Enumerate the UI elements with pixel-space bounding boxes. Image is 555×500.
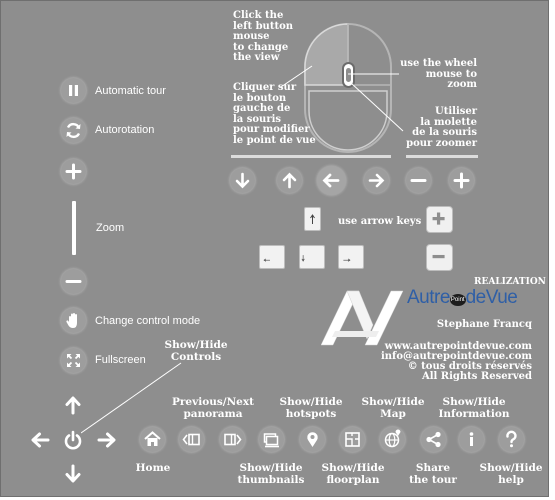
show-hide-controls-caption: Show/Hide Controls bbox=[164, 339, 228, 363]
arrow-left-icon[interactable] bbox=[317, 166, 346, 195]
prev-next-panorama-caption: Previous/Next panorama bbox=[172, 396, 254, 420]
previous-panorama-icon[interactable] bbox=[179, 427, 204, 452]
show-hide-map-caption: Show/Hide Map bbox=[361, 396, 425, 420]
key-right-icon bbox=[338, 245, 364, 269]
zoom-out-icon[interactable] bbox=[406, 168, 431, 193]
power-icon[interactable] bbox=[62, 429, 84, 451]
autorotation-icon[interactable] bbox=[61, 118, 86, 143]
logo-word-point: Point bbox=[450, 294, 466, 306]
nav-arrow-down-icon[interactable] bbox=[62, 463, 84, 485]
automatic-tour-label: Automatic tour bbox=[95, 85, 166, 97]
use-arrow-keys-label: use arrow keys bbox=[338, 216, 422, 227]
key-left-icon bbox=[259, 245, 285, 269]
arrow-down-icon[interactable] bbox=[230, 168, 255, 193]
divider-left bbox=[231, 155, 391, 158]
key-up-icon bbox=[304, 207, 321, 231]
share-icon[interactable] bbox=[421, 427, 446, 452]
zoom-slider[interactable] bbox=[72, 201, 76, 255]
change-control-mode-label: Change control mode bbox=[95, 315, 201, 327]
wheel-help-fr: Utiliser la molette de la souris pour zoomer bbox=[406, 106, 477, 149]
key-plus-icon bbox=[426, 206, 453, 233]
author-name: Stephane Francq bbox=[436, 319, 532, 330]
left-button-help-en: Click the left button mouse to change the view bbox=[233, 10, 294, 63]
next-panorama-icon[interactable] bbox=[220, 427, 245, 452]
floorplan-icon[interactable] bbox=[340, 427, 365, 452]
rights-text: All Rights Reserved bbox=[421, 371, 532, 382]
zoom-label: Zoom bbox=[96, 222, 125, 234]
key-down-icon bbox=[299, 245, 325, 269]
nav-arrow-right-icon[interactable] bbox=[96, 429, 118, 451]
zoom-in-button-icon[interactable] bbox=[61, 159, 86, 184]
help-icon[interactable] bbox=[499, 427, 524, 452]
website-link[interactable]: www.autrepointdevue.com bbox=[384, 341, 532, 352]
info-icon[interactable] bbox=[459, 427, 484, 452]
share-the-tour-caption: Share the tour bbox=[409, 462, 457, 486]
pause-icon[interactable] bbox=[61, 78, 86, 103]
show-hide-hotspots-caption: Show/Hide hotspots bbox=[279, 396, 343, 420]
show-hide-help-caption: Show/Hide help bbox=[479, 462, 543, 486]
show-hide-thumbnails-caption: Show/Hide thumbnails bbox=[237, 462, 305, 486]
nav-arrow-up-icon[interactable] bbox=[62, 394, 84, 416]
zoom-out-button-icon[interactable] bbox=[61, 269, 86, 294]
wheel-help-en: use the wheel mouse to zoom bbox=[400, 58, 477, 90]
home-caption: Home bbox=[135, 462, 171, 474]
hotspot-pin-icon[interactable] bbox=[300, 427, 325, 452]
nav-arrow-left-icon[interactable] bbox=[29, 429, 51, 451]
realization-title: REALIZATION bbox=[474, 277, 546, 287]
logo-word-devue: deVue bbox=[465, 287, 518, 308]
globe-map-icon[interactable] bbox=[380, 427, 405, 452]
zoom-in-icon[interactable] bbox=[449, 168, 474, 193]
logo-icon bbox=[321, 289, 409, 347]
arrow-right-icon[interactable] bbox=[364, 168, 389, 193]
autorotation-label: Autorotation bbox=[95, 124, 155, 136]
hand-icon[interactable] bbox=[61, 308, 86, 333]
logo-wordmark bbox=[407, 287, 517, 309]
email-link[interactable]: info@autrepointdevue.com bbox=[380, 351, 532, 362]
key-minus-icon bbox=[426, 244, 453, 271]
logo-word-autre: Autre bbox=[407, 287, 450, 308]
home-icon[interactable] bbox=[140, 427, 165, 452]
show-hide-floorplan-caption: Show/Hide floorplan bbox=[321, 462, 385, 486]
left-button-help-fr: Cliquer sur le bouton gauche de la souris pour modifier le point de vue bbox=[233, 82, 316, 146]
arrow-up-icon[interactable] bbox=[277, 168, 302, 193]
thumbnails-icon[interactable] bbox=[259, 427, 284, 452]
divider-right bbox=[406, 155, 478, 158]
fullscreen-label: Fullscreen bbox=[95, 354, 146, 366]
copyright-text: © tous droits réservés bbox=[407, 361, 532, 372]
show-hide-information-caption: Show/Hide Information bbox=[438, 396, 510, 420]
